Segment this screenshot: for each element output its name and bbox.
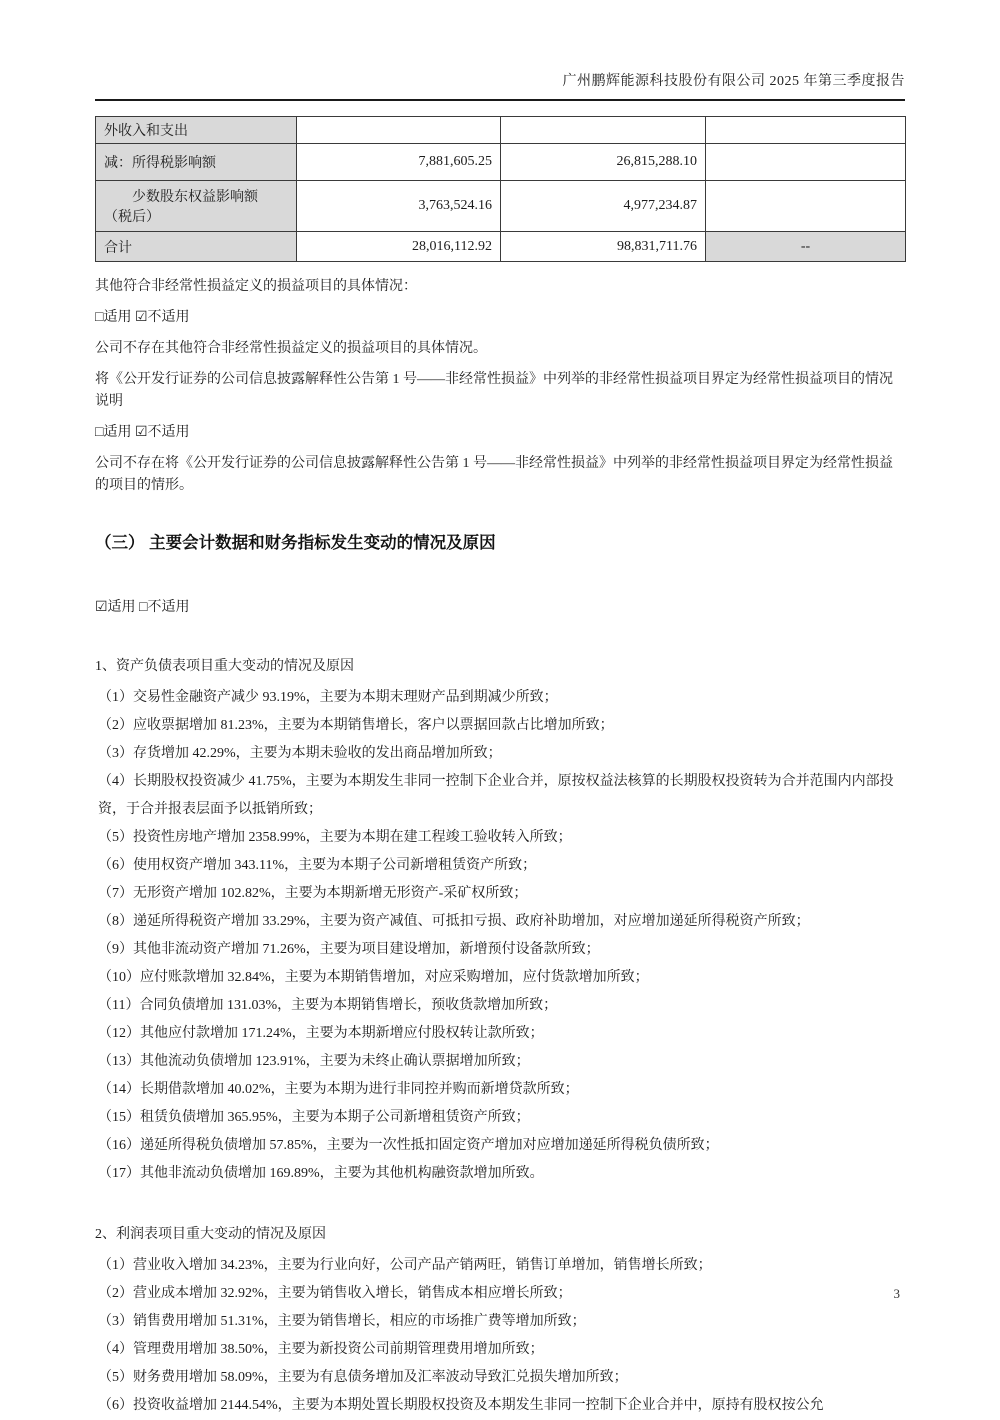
list-item: （3）存货增加 42.29%，主要为本期未验收的发出商品增加所致； [98,746,502,761]
non-recurring-items-table [95,116,906,262]
amount-cell [501,117,706,144]
list-item: （11）合同负债增加 131.03%，主要为本期销售增长，预收货款增加所致； [98,998,558,1013]
checkbox-line-applicable-3: ☑适用 □不适用 [95,600,190,615]
list-item: （4）管理费用增加 38.50%，主要为新投资公司前期管理费用增加所致； [98,1342,544,1357]
note-cell: -- [706,232,906,262]
checkbox-line-applicable-2: □适用 ☑不适用 [95,425,190,440]
amount-cell: 26,815,288.10 [501,144,706,181]
amount-cell: 28,016,112.92 [297,232,501,262]
report-page [95,0,905,1420]
note-cell [706,117,906,144]
amount-cell [297,117,501,144]
list-item: （10）应付账款增加 32.84%，主要为本期销售增加，对应采购增加，应付货款增加所致； [98,970,649,985]
list-item: （16）递延所得税负债增加 57.85%，主要为一次性抵扣固定资产增加对应增加递延所得税负债所致； [98,1138,719,1153]
paragraph-announcement-definition: 将《公开发行证券的公司信息披露解释性公告第 1 号——非经常性损益》中列举的非经常性损益项目界定为经常性损益项目的情况说明 [95,372,893,409]
paragraph-no-reclassification: 公司不存在将《公开发行证券的公司信息披露解释性公告第 1 号——非经常性损益》中列举的非经常性损益项目界定为经常性损益的项目的情形。 [95,456,893,493]
list-item: （9）其他非流动资产增加 71.26%，主要为项目建设增加，新增预付设备款所致； [98,942,600,957]
list-item: （13）其他流动负债增加 123.91%，主要为未终止确认票据增加所致； [98,1054,530,1069]
amount-cell: 3,763,524.16 [297,181,501,232]
table-row [96,117,906,144]
amount-cell: 7,881,605.25 [297,144,501,181]
checkbox-line-applicable-1: □适用 ☑不适用 [95,310,190,325]
header-divider [95,99,905,101]
list-item: （15）租赁负债增加 365.95%，主要为本期子公司新增租赁资产所致； [98,1110,530,1125]
amount-cell: 98,831,711.76 [501,232,706,262]
list-item: （6）使用权资产增加 343.11%，主要为本期子公司新增租赁资产所致； [98,858,537,873]
list-item: （2）营业成本增加 32.92%，主要为销售收入增长，销售成本相应增长所致； [98,1286,572,1301]
report-header-title: 广州鹏辉能源科技股份有限公司 2025 年第三季度报告 [562,74,905,89]
list-item: （3）销售费用增加 51.31%，主要为销售增长，相应的市场推广费等增加所致； [98,1314,586,1329]
row-label: 合计 [96,232,297,262]
table-row-total [96,232,906,262]
subsection-title-income-statement: 2、利润表项目重大变动的情况及原因 [95,1227,326,1242]
paragraph-other-items: 其他符合非经常性损益定义的损益项目的具体情况： [95,279,417,294]
page-number: 3 [893,1286,900,1301]
table-row [96,181,906,232]
row-label: 外收入和支出 [96,117,297,144]
list-item: （4）长期股权投资减少 41.75%，主要为本期发生非同一控制下企业合并，原按权益法核算的长期股权投资转为合并范围内内部投资，于合并报表层面予以抵销所致； [98,774,894,817]
subsection-title-balance-sheet: 1、资产负债表项目重大变动的情况及原因 [95,659,354,674]
list-item: （5）投资性房地产增加 2358.99%，主要为本期在建工程竣工验收转入所致； [98,830,572,845]
note-cell [706,144,906,181]
list-item: （6）投资收益增加 2144.54%，主要为本期处置长期股权投资及本期发生非同一控制下企业合并中，原持有股权按公允 [98,1398,824,1413]
list-item: （1）营业收入增加 34.23%，主要为行业向好，公司产品产销两旺，销售订单增加，销售增长所致； [98,1258,712,1273]
paragraph-no-other-items: 公司不存在其他符合非经常性损益定义的损益项目的具体情况。 [95,341,487,356]
list-item: （5）财务费用增加 58.09%，主要为有息债务增加及汇率波动导致汇兑损失增加所致； [98,1370,628,1385]
table-row [96,144,906,181]
list-item: （12）其他应付款增加 171.24%，主要为本期新增应付股权转让款所致； [98,1026,544,1041]
row-label: 减：所得税影响额 [96,144,297,181]
list-item: （8）递延所得税资产增加 33.29%，主要为资产减值、可抵扣亏损、政府补助增加，对应增加递延所得税资产所致； [98,914,810,929]
note-cell [706,181,906,232]
list-item: （1）交易性金融资产减少 93.19%，主要为本期末理财产品到期减少所致； [98,690,558,705]
row-label [96,181,297,232]
section-heading: （三） 主要会计数据和财务指标发生变动的情况及原因 [95,534,496,552]
amount-cell: 4,977,234.87 [501,181,706,232]
list-item: （7）无形资产增加 102.82%，主要为本期新增无形资产-采矿权所致； [98,886,528,901]
list-item: （2）应收票据增加 81.23%，主要为本期销售增长，客户以票据回款占比增加所致； [98,718,614,733]
row-label-line2: （税后） [104,210,160,225]
list-item: （14）长期借款增加 40.02%，主要为本期为进行非同控并购而新增贷款所致； [98,1082,579,1097]
row-label-line1: 少数股东权益影响额 [132,190,258,205]
list-item: （17）其他非流动负债增加 169.89%，主要为其他机构融资款增加所致。 [98,1166,544,1181]
